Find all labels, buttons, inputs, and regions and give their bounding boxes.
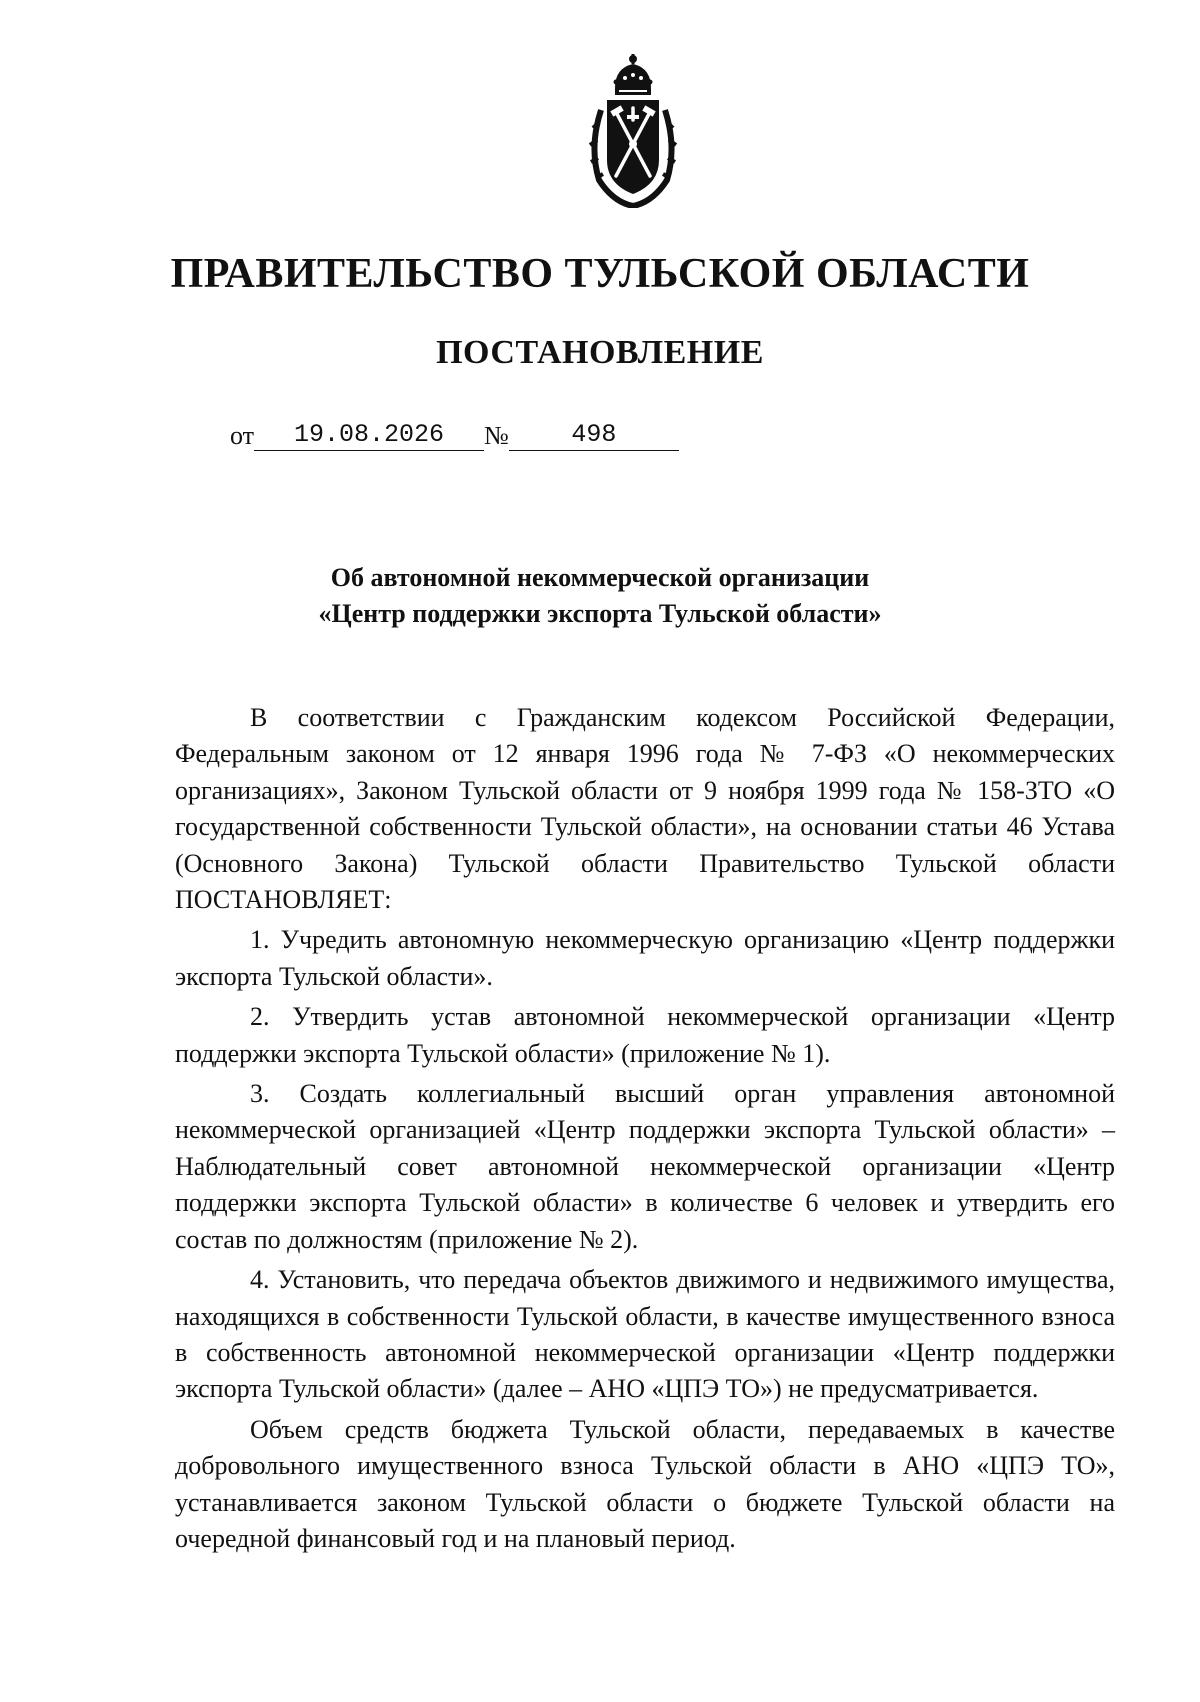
document-body [175,700,1115,1561]
registration-row [230,420,679,451]
date-field: 19.08.2026 [254,420,484,451]
government-title: ПРАВИТЕЛЬСТВО ТУЛЬСКОЙ ОБЛАСТИ [170,251,1030,297]
document-subject [0,560,1200,632]
subject-line-1: Об автономной некоммерческой организации [330,563,870,592]
clause-paragraph: 4. Установить, что передача объектов движимого и недвижимого имущества, находящихся в собственности Тульской области, в качестве имущественного взноса в собственность автономной некоммерческой организации «Центр поддержки экспорта Тульской области» (далее – АНО «ЦПЭ ТО») не предусматривается. [175,1265,1115,1404]
coat-of-arms-emblem [585,52,681,208]
clause-paragraph: 1. Учредить автономную некоммерческую организацию «Центр поддержки экспорта Тульской области». [175,925,1115,991]
clause-paragraph: Объем средств бюджета Тульской области, передаваемых в качестве добровольного имущественного взноса Тульской области в АНО «ЦПЭ ТО», устанавливается законом Тульской области о бюджете Тульской области на очередной финансовый год и на плановый период. [175,1414,1115,1553]
number-label: № [484,421,509,450]
date-label: от [230,421,255,450]
clause-paragraph: 3. Создать коллегиальный высший орган управления автономной некоммерческой организацией «Центр поддержки экспорта Тульской области» – Наблюдательный совет автономной некоммерческой организации «Центр поддержки экспорта Тульской области» в количестве 6 человек и утвердить его состав по должностям (приложение № 2). [175,1079,1115,1254]
subject-line-2: «Центр поддержки экспорта Тульской области» [318,599,882,628]
document-type-title: ПОСТАНОВЛЕНИЕ [436,334,764,371]
clause-paragraph: 2. Утвердить устав автономной некоммерческой организации «Центр поддержки экспорта Тульской области» (приложение № 1). [175,1002,1115,1068]
preamble-paragraph: В соответствии с Гражданским кодексом Российской Федерации, Федеральным законом от 12 января 1996 года № 7-ФЗ «О некоммерческих организациях», Законом Тульской области от 9 ноября 1999 года № 158-ЗТО «О государственной собственности Тульской области», на основании статьи 46 Устава (Основного Закона) Тульской области Правительство Тульской области ПОСТАНОВЛЯЕТ: [175,703,1115,915]
number-field: 498 [509,420,679,451]
